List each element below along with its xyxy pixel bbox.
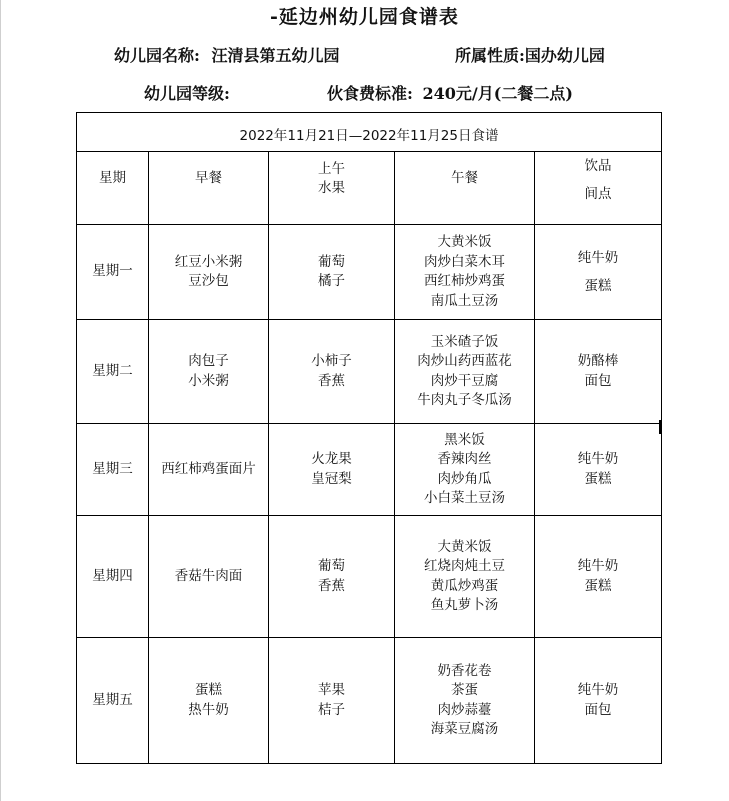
lunch-item: 南瓜土豆汤 (430, 292, 499, 309)
page-left-edge (0, 0, 1, 801)
lunch-cell (395, 638, 535, 764)
menu-row (77, 638, 662, 764)
lunch-item: 香辣肉丝 (437, 451, 492, 467)
header-breakfast: 早餐 (149, 152, 269, 225)
breakfast-item: 豆沙包 (188, 273, 229, 289)
menu-row (77, 424, 662, 516)
kindergarten-name-row (114, 43, 340, 66)
fruit-item: 香蕉 (318, 372, 345, 389)
meal-fee-value: 240元/月(二餐二点) (422, 84, 573, 103)
snack-cell (535, 424, 662, 516)
header-morning-fruit-line: 水果 (318, 180, 345, 196)
kindergarten-name-value: 汪清县第五幼儿园 (211, 46, 340, 65)
day-cell: 星期三 (77, 424, 149, 516)
snack-item: 纯牛奶 (577, 451, 619, 467)
page-title: -延边州幼儿园食谱表 (270, 6, 459, 28)
meal-fee-row (327, 81, 573, 104)
breakfast-item: 西红柿鸡蛋面片 (161, 460, 256, 477)
fruit-cell (269, 424, 395, 516)
fruit-item: 苹果 (318, 682, 345, 698)
snack-item: 奶酪棒 (577, 353, 619, 369)
ownership-label: 所属性质: (455, 46, 525, 65)
header-drinks-snacks-line: 间点 (584, 186, 612, 202)
day-cell: 星期二 (77, 320, 149, 424)
table-edge-mark (659, 420, 662, 434)
fruit-cell (269, 638, 395, 764)
meal-fee-label: 伙食费标准: (327, 84, 413, 103)
snack-item: 蛋糕 (584, 278, 612, 294)
date-range-row (77, 113, 662, 152)
snack-item: 面包 (584, 701, 612, 718)
fruit-cell (269, 320, 395, 424)
breakfast-cell (149, 638, 269, 764)
lunch-item: 黄瓜炒鸡蛋 (430, 577, 499, 594)
menu-row (77, 225, 662, 320)
lunch-item: 肉炒角瓜 (437, 470, 492, 487)
lunch-item: 玉米碴子饭 (430, 333, 499, 350)
fruit-item: 小柿子 (311, 353, 352, 369)
lunch-item: 海菜豆腐汤 (430, 721, 499, 737)
snack-item: 蛋糕 (584, 577, 612, 594)
fruit-item: 桔子 (318, 701, 345, 718)
snack-cell (535, 320, 662, 424)
breakfast-item: 肉包子 (188, 353, 229, 369)
header-morning-fruit (269, 152, 395, 225)
header-row (77, 152, 662, 225)
header-morning-fruit-line: 上午 (318, 160, 345, 177)
weekly-menu-table (76, 112, 662, 764)
snack-item: 纯牛奶 (577, 558, 619, 574)
lunch-item: 大黄米饭 (437, 538, 492, 555)
breakfast-cell (149, 320, 269, 424)
snack-cell (535, 516, 662, 638)
fruit-item: 火龙果 (311, 451, 352, 467)
lunch-cell (395, 320, 535, 424)
breakfast-cell (149, 424, 269, 516)
fruit-item: 葡萄 (318, 253, 345, 270)
header-day: 星期 (77, 152, 149, 225)
lunch-item: 肉炒蒜薹 (437, 701, 492, 718)
kindergarten-level-label: 幼儿园等级: (144, 84, 230, 103)
fruit-item: 香蕉 (318, 577, 345, 594)
breakfast-cell (149, 225, 269, 320)
breakfast-item: 红豆小米粥 (174, 253, 243, 270)
lunch-item: 鱼丸萝卜汤 (430, 597, 499, 613)
lunch-item: 西红柿炒鸡蛋 (424, 273, 505, 289)
ownership-row (455, 43, 605, 66)
snack-item: 纯牛奶 (577, 250, 619, 266)
header-lunch: 午餐 (395, 152, 535, 225)
snack-cell (535, 638, 662, 764)
lunch-cell (395, 424, 535, 516)
lunch-item: 奶香花卷 (437, 662, 492, 679)
day-cell: 星期一 (77, 225, 149, 320)
lunch-item: 肉炒山药西蓝花 (417, 353, 512, 369)
lunch-item: 肉炒白菜木耳 (424, 253, 505, 270)
fruit-cell (269, 516, 395, 638)
menu-row (77, 516, 662, 638)
lunch-item: 黑米饭 (444, 431, 485, 448)
breakfast-item: 香菇牛肉面 (174, 567, 243, 584)
lunch-item: 牛肉丸子冬瓜汤 (417, 392, 512, 408)
fruit-item: 橘子 (318, 273, 345, 289)
lunch-item: 红烧肉炖土豆 (424, 558, 505, 574)
fruit-item: 皇冠梨 (311, 470, 352, 487)
snack-item: 面包 (584, 372, 612, 389)
breakfast-item: 热牛奶 (188, 701, 229, 718)
breakfast-item: 小米粥 (188, 372, 229, 389)
date-range-cell: 2022年11月21日—2022年11月25日食谱 (77, 113, 662, 152)
lunch-item: 肉炒干豆腐 (430, 372, 499, 389)
breakfast-cell (149, 516, 269, 638)
snack-cell (535, 225, 662, 320)
header-drinks-snacks (535, 152, 662, 225)
fruit-cell (269, 225, 395, 320)
lunch-item: 大黄米饭 (437, 234, 492, 250)
header-drinks-snacks-line: 饮品 (584, 158, 612, 174)
snack-item: 纯牛奶 (577, 682, 619, 698)
snack-item: 蛋糕 (584, 470, 612, 487)
ownership-value: 国办幼儿园 (524, 46, 605, 65)
day-cell: 星期四 (77, 516, 149, 638)
breakfast-item: 蛋糕 (195, 682, 222, 698)
kindergarten-name-label: 幼儿园名称: (114, 46, 200, 65)
lunch-cell (395, 516, 535, 638)
lunch-cell (395, 225, 535, 320)
day-cell: 星期五 (77, 638, 149, 764)
lunch-item: 茶蛋 (451, 682, 478, 698)
menu-row (77, 320, 662, 424)
fruit-item: 葡萄 (318, 558, 345, 574)
lunch-item: 小白菜土豆汤 (424, 490, 505, 506)
